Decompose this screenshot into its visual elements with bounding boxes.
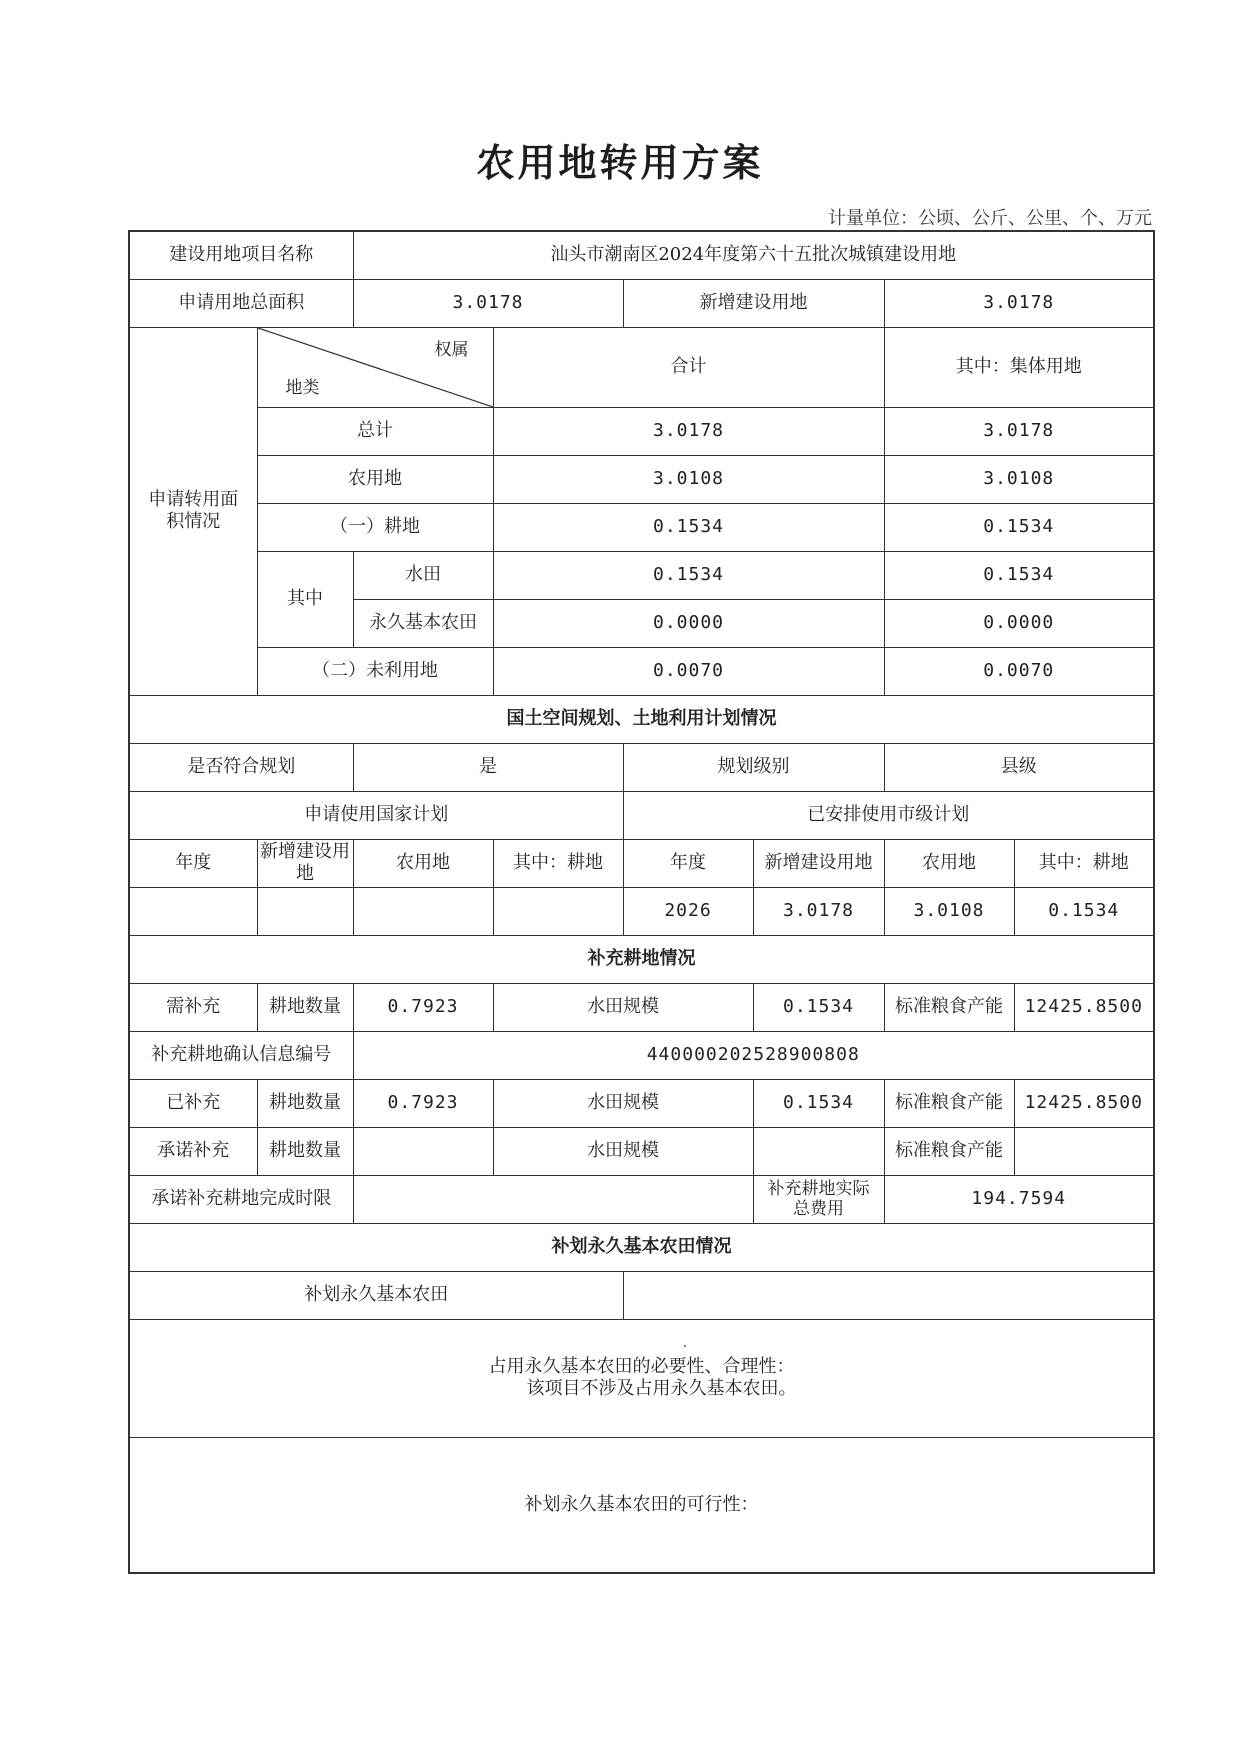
city-year-value: 2026 bbox=[623, 887, 753, 935]
table-row bbox=[129, 1031, 1154, 1079]
national-agri-header: 农用地 bbox=[353, 839, 493, 887]
feasibility-label: 补划永久基本农田的可行性： bbox=[524, 1493, 759, 1515]
confirm-label: 补充耕地确认信息编号 bbox=[129, 1031, 353, 1079]
feasibility-cell bbox=[129, 1437, 1154, 1573]
necessity-row bbox=[129, 1319, 1154, 1437]
national-arable-value bbox=[493, 887, 623, 935]
conversion-plan-table bbox=[128, 230, 1155, 1574]
done-label: 已补充 bbox=[129, 1079, 257, 1127]
table-row bbox=[129, 839, 1154, 887]
project-label: 建设用地项目名称 bbox=[129, 231, 353, 279]
feasibility-row bbox=[129, 1437, 1154, 1573]
replenish-basic-farmland-value bbox=[623, 1271, 1154, 1319]
national-new-header: 新增建设用地 bbox=[257, 839, 353, 887]
row-basic-collective: 0.0000 bbox=[884, 599, 1154, 647]
row-basic-label: 永久基本农田 bbox=[353, 599, 493, 647]
table-row bbox=[129, 455, 1154, 503]
conversion-side-label: 申请转用面积情况 bbox=[129, 327, 257, 695]
national-year-header: 年度 bbox=[129, 839, 257, 887]
need-label: 需补充 bbox=[129, 983, 257, 1031]
section-row bbox=[129, 1223, 1154, 1271]
table-row bbox=[129, 887, 1154, 935]
row-agri-collective: 3.0108 bbox=[884, 455, 1154, 503]
national-plan-label: 申请使用国家计划 bbox=[129, 791, 623, 839]
supplement-section-title: 补充耕地情况 bbox=[129, 935, 1154, 983]
national-arable-header: 其中：耕地 bbox=[493, 839, 623, 887]
promise-grain-value bbox=[1014, 1127, 1154, 1175]
conform-value: 是 bbox=[353, 743, 623, 791]
table-row bbox=[129, 647, 1154, 695]
row-unused-collective: 0.0070 bbox=[884, 647, 1154, 695]
need-paddy-value: 0.1534 bbox=[753, 983, 884, 1031]
plan-level-value: 县级 bbox=[884, 743, 1154, 791]
table-row bbox=[129, 791, 1154, 839]
col-collective-header: 其中：集体用地 bbox=[884, 327, 1154, 407]
city-year-header: 年度 bbox=[623, 839, 753, 887]
plan-level-label: 规划级别 bbox=[623, 743, 884, 791]
total-area-value: 3.0178 bbox=[353, 279, 623, 327]
conform-label: 是否符合规划 bbox=[129, 743, 353, 791]
row-arable-label: （一）耕地 bbox=[257, 503, 493, 551]
table-row bbox=[129, 983, 1154, 1031]
necessity-text: 该项目不涉及占用永久基本农田。 bbox=[526, 1378, 797, 1399]
confirm-value: 440000202528900808 bbox=[353, 1031, 1154, 1079]
row-total-label: 总计 bbox=[257, 407, 493, 455]
table-row bbox=[129, 1175, 1154, 1223]
city-arable-value: 0.1534 bbox=[1014, 887, 1154, 935]
row-total-collective: 3.0178 bbox=[884, 407, 1154, 455]
promise-qty-value bbox=[353, 1127, 493, 1175]
table-row bbox=[129, 1127, 1154, 1175]
among-label: 其中 bbox=[257, 551, 353, 647]
national-agri-value bbox=[353, 887, 493, 935]
city-plan-label: 已安排使用市级计划 bbox=[623, 791, 1154, 839]
row-total-value: 3.0178 bbox=[493, 407, 884, 455]
row-arable-collective: 0.1534 bbox=[884, 503, 1154, 551]
conversion-header-row bbox=[129, 327, 1154, 407]
promise-paddy-label: 水田规模 bbox=[493, 1127, 753, 1175]
row-agri-value: 3.0108 bbox=[493, 455, 884, 503]
need-grain-label: 标准粮食产能 bbox=[884, 983, 1014, 1031]
necessity-label: 占用永久基本农田的必要性、合理性： bbox=[488, 1356, 795, 1378]
table-row bbox=[129, 1079, 1154, 1127]
row-agri-label: 农用地 bbox=[257, 455, 493, 503]
project-value: 汕头市潮南区2024年度第六十五批次城镇建设用地 bbox=[353, 231, 1154, 279]
need-qty-value: 0.7923 bbox=[353, 983, 493, 1031]
row-paddy-label: 水田 bbox=[353, 551, 493, 599]
promise-label: 承诺补充 bbox=[129, 1127, 257, 1175]
ownership-header: 权属 bbox=[434, 339, 469, 360]
table-row bbox=[129, 503, 1154, 551]
basic-farmland-section-title: 补划永久基本农田情况 bbox=[129, 1223, 1154, 1271]
done-paddy-label: 水田规模 bbox=[493, 1079, 753, 1127]
actual-cost-value: 194.7594 bbox=[884, 1175, 1154, 1223]
actual-cost-label: 补充耕地实际总费用 bbox=[753, 1175, 884, 1223]
project-row bbox=[129, 231, 1154, 279]
row-basic-value: 0.0000 bbox=[493, 599, 884, 647]
city-agri-header: 农用地 bbox=[884, 839, 1014, 887]
done-grain-label: 标准粮食产能 bbox=[884, 1079, 1014, 1127]
deadline-label: 承诺补充耕地完成时限 bbox=[129, 1175, 353, 1223]
table-row bbox=[129, 743, 1154, 791]
new-construction-value: 3.0178 bbox=[884, 279, 1154, 327]
row-paddy-value: 0.1534 bbox=[493, 551, 884, 599]
table-row bbox=[129, 551, 1154, 599]
done-grain-value: 12425.8500 bbox=[1014, 1079, 1154, 1127]
city-new-header: 新增建设用地 bbox=[753, 839, 884, 887]
section-row bbox=[129, 935, 1154, 983]
national-year-value bbox=[129, 887, 257, 935]
need-paddy-label: 水田规模 bbox=[493, 983, 753, 1031]
replenish-basic-farmland-label: 补划永久基本农田 bbox=[129, 1271, 623, 1319]
necessity-cell bbox=[129, 1319, 1154, 1437]
national-new-value bbox=[257, 887, 353, 935]
promise-grain-label: 标准粮食产能 bbox=[884, 1127, 1014, 1175]
city-arable-header: 其中：耕地 bbox=[1014, 839, 1154, 887]
col-total-header: 合计 bbox=[493, 327, 884, 407]
planning-section-title: 国土空间规划、土地利用计划情况 bbox=[129, 695, 1154, 743]
city-new-value: 3.0178 bbox=[753, 887, 884, 935]
done-paddy-value: 0.1534 bbox=[753, 1079, 884, 1127]
table-row bbox=[129, 407, 1154, 455]
row-unused-label: （二）未利用地 bbox=[257, 647, 493, 695]
need-qty-label: 耕地数量 bbox=[257, 983, 353, 1031]
land-type-header: 地类 bbox=[285, 378, 320, 399]
section-row bbox=[129, 695, 1154, 743]
new-construction-label: 新增建设用地 bbox=[623, 279, 884, 327]
done-qty-value: 0.7923 bbox=[353, 1079, 493, 1127]
deadline-value bbox=[353, 1175, 753, 1223]
total-area-row bbox=[129, 279, 1154, 327]
total-area-label: 申请用地总面积 bbox=[129, 279, 353, 327]
city-agri-value: 3.0108 bbox=[884, 887, 1014, 935]
row-arable-value: 0.1534 bbox=[493, 503, 884, 551]
done-qty-label: 耕地数量 bbox=[257, 1079, 353, 1127]
row-paddy-collective: 0.1534 bbox=[884, 551, 1154, 599]
promise-qty-label: 耕地数量 bbox=[257, 1127, 353, 1175]
row-unused-value: 0.0070 bbox=[493, 647, 884, 695]
table-row bbox=[129, 1271, 1154, 1319]
need-grain-value: 12425.8500 bbox=[1014, 983, 1154, 1031]
scan-speck bbox=[684, 1345, 686, 1347]
unit-label: 计量单位：公顷、公斤、公里、个、万元 bbox=[828, 208, 1152, 229]
document-title: 农用地转用方案 bbox=[476, 141, 764, 185]
promise-paddy-value bbox=[753, 1127, 884, 1175]
diagonal-header-cell bbox=[257, 327, 493, 407]
